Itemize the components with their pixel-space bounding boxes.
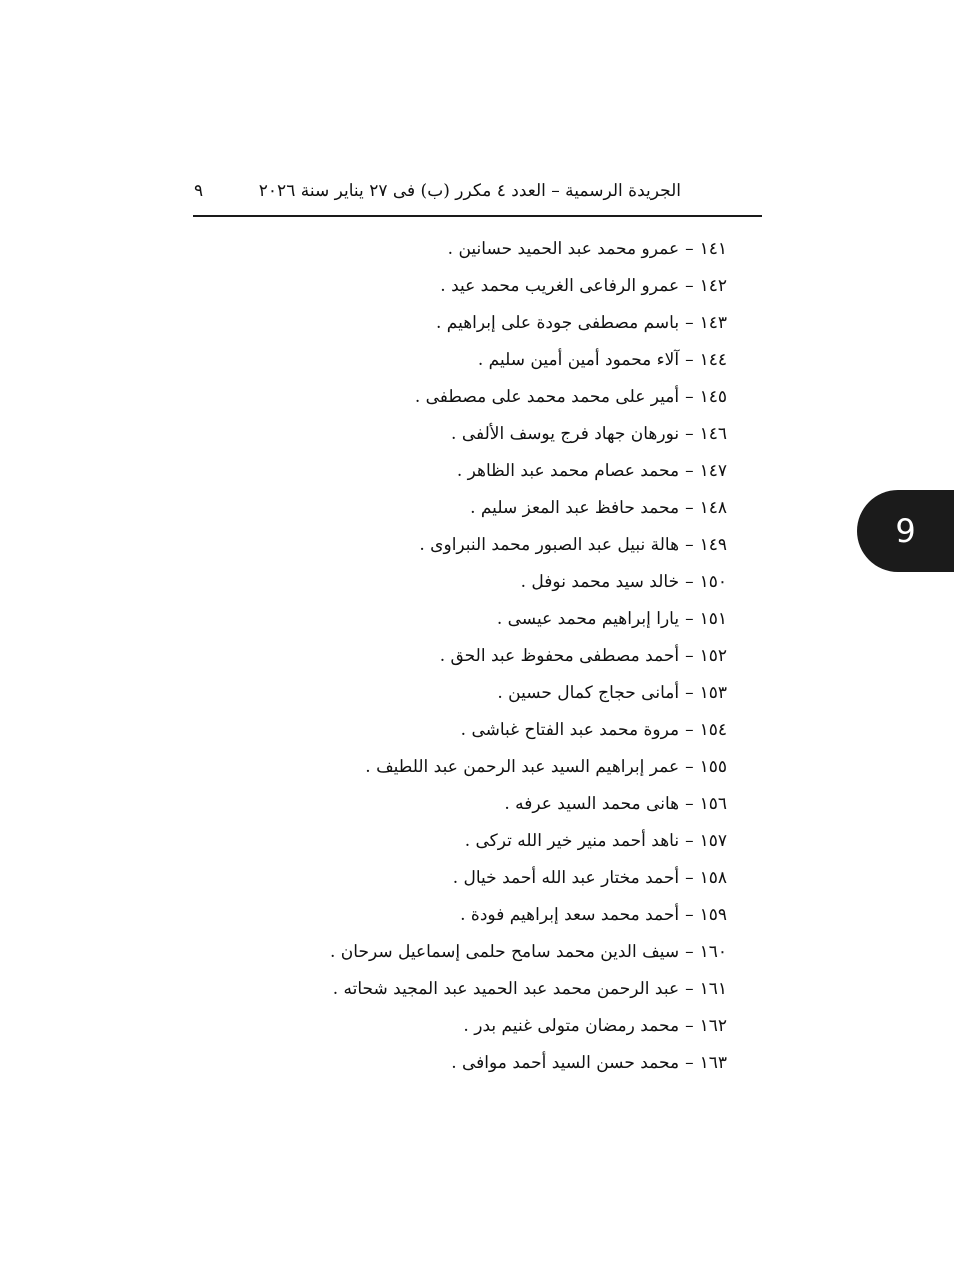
item-dash: – [685, 275, 694, 296]
item-number: ١٥١ [699, 608, 727, 629]
item-dash: – [685, 386, 694, 407]
item-name: أمانى حجاج كمال حسين . [497, 682, 680, 703]
list-item [307, 1044, 727, 1081]
header-divider [193, 215, 762, 217]
item-name: محمد رمضان متولى غنيم بدر . [463, 1015, 680, 1036]
item-dash: – [685, 1052, 694, 1073]
list-item [307, 563, 727, 600]
list-item [307, 970, 727, 1007]
item-name: محمد حافظ عبد المعز سليم . [470, 497, 680, 518]
item-dash: – [685, 645, 694, 666]
list-item [307, 933, 727, 970]
item-dash: – [685, 238, 694, 259]
item-name: أحمد محمد سعد إبراهيم فودة . [460, 904, 680, 925]
item-dash: – [685, 830, 694, 851]
item-number: ١٥٩ [699, 904, 727, 925]
list-item [307, 526, 727, 563]
item-number: ١٥٣ [699, 682, 727, 703]
item-number: ١٤٣ [699, 312, 727, 333]
list-item [307, 1007, 727, 1044]
item-name: آلاء محمود أمين أمين سليم . [477, 349, 680, 370]
item-name: أحمد مصطفى محفوظ عبد الحق . [439, 645, 680, 666]
item-dash: – [685, 312, 694, 333]
item-name: هانى محمد السيد عرفه . [504, 793, 680, 814]
item-number: ١٥٠ [699, 571, 727, 592]
item-number: ١٤١ [699, 238, 727, 259]
list-item [307, 896, 727, 933]
page-header [193, 178, 761, 208]
item-number: ١٥٤ [699, 719, 727, 740]
header-page-number: ٩ [194, 181, 204, 201]
list-item [307, 785, 727, 822]
list-item [307, 304, 727, 341]
item-dash: – [685, 1015, 694, 1036]
list-item [307, 341, 727, 378]
item-name: هالة نبيل عبد الصبور محمد النبراوى . [419, 534, 680, 555]
item-dash: – [685, 608, 694, 629]
item-number: ١٦١ [699, 978, 727, 999]
list-item [307, 452, 727, 489]
list-item [307, 859, 727, 896]
item-number: ١٤٦ [699, 423, 727, 444]
item-name: ناهد أحمد منير خير الله تركى . [464, 830, 680, 851]
item-dash: – [685, 867, 694, 888]
page-tab-number: 9 [895, 512, 916, 550]
item-number: ١٦٢ [699, 1015, 727, 1036]
list-item [307, 674, 727, 711]
list-item [307, 637, 727, 674]
item-number: ١٥٨ [699, 867, 727, 888]
list-item [307, 822, 727, 859]
list-item [307, 711, 727, 748]
item-dash: – [685, 423, 694, 444]
item-name: خالد سيد محمد نوفل . [520, 571, 680, 592]
page-number-tab [857, 490, 954, 572]
list-item [307, 415, 727, 452]
item-name: أحمد مختار عبد الله أحمد خيال . [452, 867, 680, 888]
item-name: نورهان جهاد فرج يوسف الألفى . [451, 423, 680, 444]
item-number: ١٤٩ [699, 534, 727, 555]
item-number: ١٥٢ [699, 645, 727, 666]
item-number: ١٦٣ [699, 1052, 727, 1073]
item-number: ١٤٧ [699, 460, 727, 481]
item-dash: – [685, 497, 694, 518]
item-name: محمد حسن السيد أحمد موافى . [451, 1052, 680, 1073]
item-number: ١٥٥ [699, 756, 727, 777]
item-name: عمر إبراهيم السيد عبد الرحمن عبد اللطيف . [365, 756, 680, 777]
item-dash: – [685, 460, 694, 481]
item-name: سيف الدين محمد سامح حلمى إسماعيل سرحان . [330, 941, 680, 962]
list-item [307, 230, 727, 267]
item-dash: – [685, 941, 694, 962]
item-number: ١٤٨ [699, 497, 727, 518]
list-item [307, 267, 727, 304]
item-name: أمير على محمد محمد على مصطفى . [414, 386, 680, 407]
gazette-header-title: الجريدة الرسمية – العدد ٤ مكرر (ب) فى ٢٧ يناير سنة ٢٠٢٦ [258, 181, 681, 201]
item-number: ١٥٧ [699, 830, 727, 851]
item-dash: – [685, 571, 694, 592]
item-number: ١٥٦ [699, 793, 727, 814]
item-dash: – [685, 904, 694, 925]
item-number: ١٤٢ [699, 275, 727, 296]
item-dash: – [685, 978, 694, 999]
item-dash: – [685, 349, 694, 370]
item-number: ١٤٤ [699, 349, 727, 370]
item-name: يارا إبراهيم محمد عيسى . [496, 608, 680, 629]
item-dash: – [685, 682, 694, 703]
item-dash: – [685, 534, 694, 555]
list-item [307, 378, 727, 415]
item-name: عبد الرحمن محمد عبد الحميد عبد المجيد شحاته . [332, 978, 680, 999]
item-name: محمد عصام محمد عبد الظاهر . [456, 460, 680, 481]
item-number: ١٦٠ [699, 941, 727, 962]
list-item [307, 748, 727, 785]
item-name: مروة محمد عبد الفتاح غباشى . [460, 719, 680, 740]
item-dash: – [685, 793, 694, 814]
list-item [307, 489, 727, 526]
item-dash: – [685, 756, 694, 777]
item-name: عمرو محمد عبد الحميد حسانين . [447, 238, 680, 259]
item-name: عمرو الرفاعى الغريب محمد عيد . [440, 275, 680, 296]
names-list [307, 230, 727, 1081]
item-number: ١٤٥ [699, 386, 727, 407]
list-item [307, 600, 727, 637]
item-dash: – [685, 719, 694, 740]
item-name: باسم مصطفى جودة على إبراهيم . [435, 312, 680, 333]
